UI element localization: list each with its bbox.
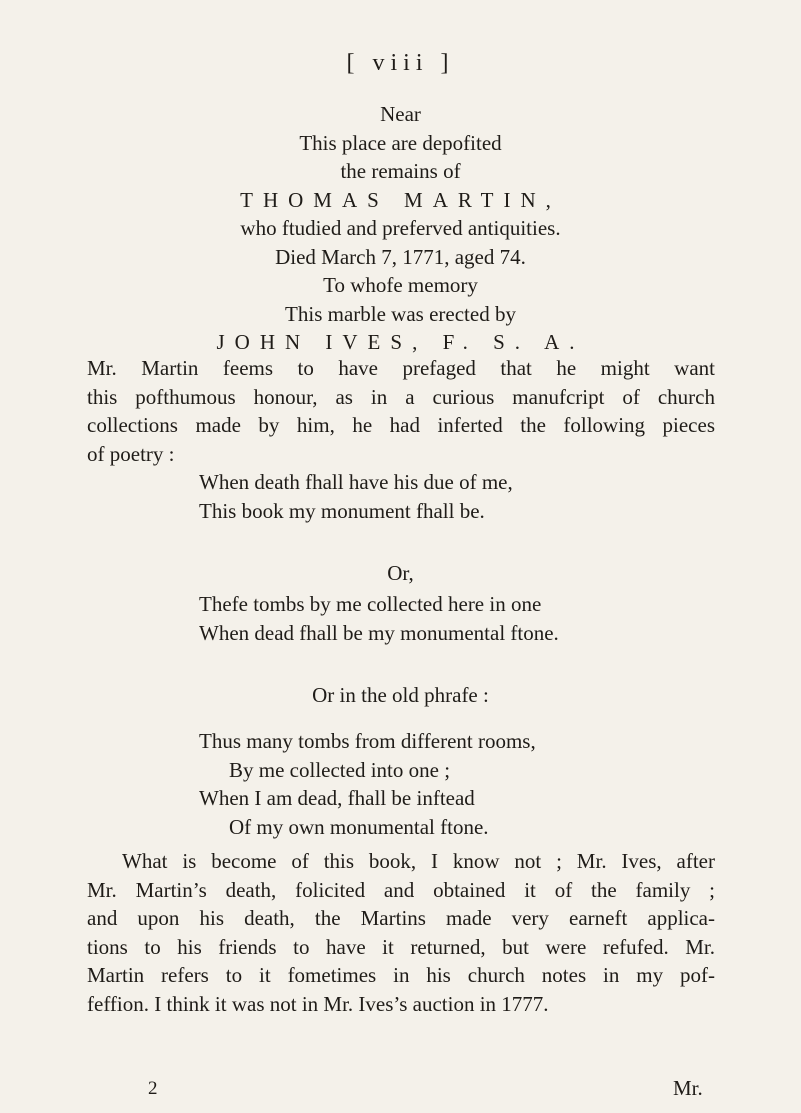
epitaph-line: To whofe memory	[323, 273, 478, 297]
epitaph-name-ives: JOHN IVES, F. S. A.	[216, 330, 585, 354]
epitaph-name-martin: THOMAS MARTIN,	[240, 187, 561, 212]
page-number: [ viii ]	[346, 50, 455, 76]
prose-line: Martin refers to it fometimes in his church notes in my pof-	[87, 963, 715, 987]
paragraph-prefaged	[87, 354, 715, 468]
verse-line: When I am dead, fhall be inftead	[199, 786, 475, 810]
prose-line: Mr. Martin feems to have prefaged that he might want	[87, 356, 715, 380]
epitaph-line: the remains of	[340, 159, 461, 183]
epitaph-line: This marble was erected by	[285, 301, 516, 326]
catchword: Mr.	[673, 1076, 703, 1100]
verse-line: This book my monument fhall be.	[199, 498, 485, 523]
verse-book-monument	[199, 468, 513, 525]
verse-tombs-collected	[199, 590, 559, 647]
prose-line: this pofthumous honour, as in a curious manufcript of church	[87, 384, 715, 409]
or-label: Or,	[387, 561, 414, 585]
prose-line: and upon his death, the Martins made very earneft applica-	[87, 906, 715, 930]
verse-line: When dead fhall be my monumental ftone.	[199, 620, 559, 645]
verse-line: When death fhall have his due of me,	[199, 470, 513, 494]
signature-mark: 2	[148, 1078, 158, 1099]
prose-line: Mr. Martin’s death, folicited and obtained it of the family ;	[87, 877, 715, 902]
epitaph-line: Died March 7, 1771, aged 74.	[275, 244, 526, 269]
prose-line: of poetry :	[87, 441, 175, 466]
verse-many-tombs	[199, 727, 536, 841]
epitaph-inscription	[0, 100, 801, 357]
prose-line: What is become of this book, I know not ; Mr. Ives, after	[122, 849, 715, 873]
verse-line: Thus many tombs from different rooms,	[199, 729, 536, 753]
epitaph-line: Near	[380, 102, 421, 126]
paragraph-book-fate	[87, 847, 715, 1018]
verse-line: By me collected into one ;	[229, 757, 451, 782]
old-phrase-label: Or in the old phrafe :	[312, 683, 489, 707]
epitaph-line: This place are depofited	[299, 130, 502, 155]
epitaph-line: who ftudied and preferved antiquities.	[240, 216, 561, 240]
verse-line: Thefe tombs by me collected here in one	[199, 592, 542, 616]
prose-line: collections made by him, he had inferted the following pieces	[87, 413, 715, 437]
prose-line: feffion. I think it was not in Mr. Ives’s auction in 1777.	[87, 991, 549, 1016]
verse-line: Of my own monumental ftone.	[229, 814, 489, 839]
prose-line: tions to his friends to have it returned, but were refufed. Mr.	[87, 934, 715, 959]
